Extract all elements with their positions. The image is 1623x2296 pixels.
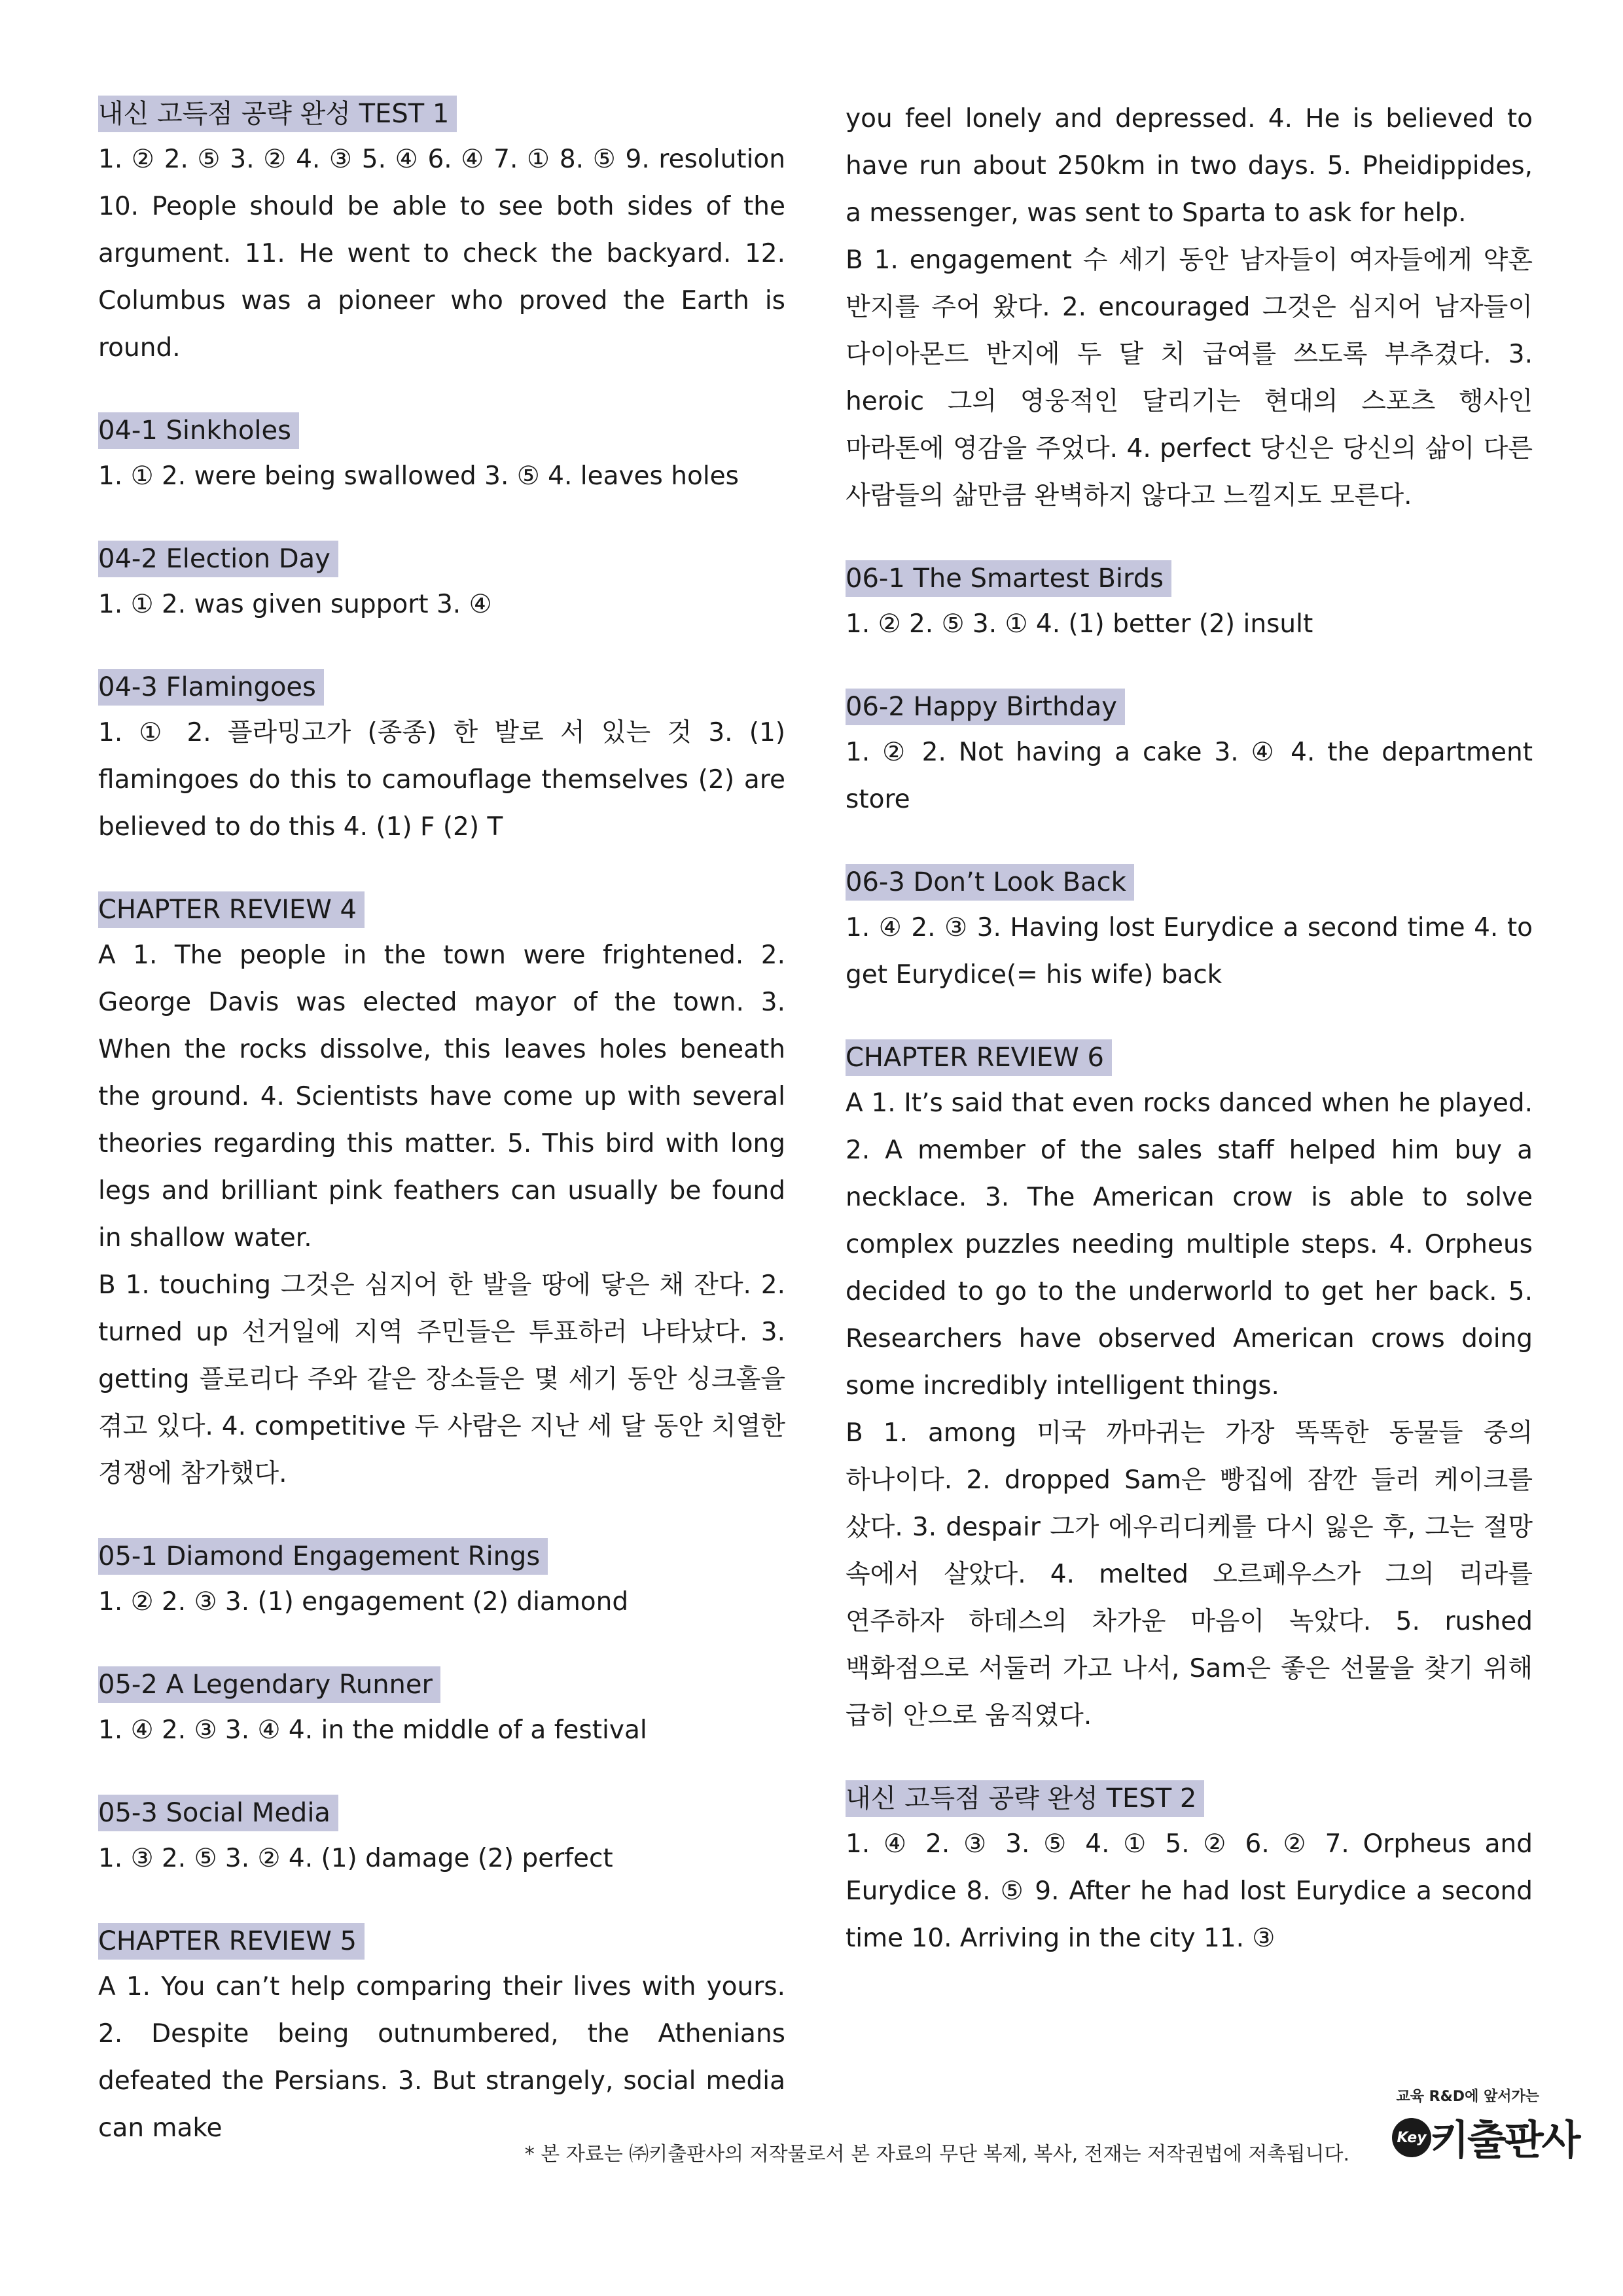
answer-text: B 1. engagement 수 세기 동안 남자들이 여자들에게 약혼 반지를 주어 왔다. 2. encouraged 그것은 심지어 남자들이 다이아몬드 반지에 두 달 치 급여를 쓰도록 부추겼다. 3. heroic 그의 영웅적인 달리기는 현대의 스포츠 행사인 마라톤에 영감을 주었다. 4. perfect 당신은 당신의 삶이 다른 사람들의 삶만큼 완벽하지 않다고 느낄지도 모른다. — [846, 245, 1533, 511]
answer-section — [98, 1666, 785, 1754]
section-heading: 04-2 Election Day — [98, 541, 338, 577]
section-heading: 06-2 Happy Birthday — [846, 689, 1125, 725]
section-heading: 06-3 Don’t Look Back — [846, 864, 1134, 901]
answer-text: 1. ② 2. Not having a cake 3. ④ 4. the department store — [846, 738, 1533, 814]
section-heading: 05-1 Diamond Engagement Rings — [98, 1538, 548, 1575]
answer-text: 1. ② 2. ③ 3. (1) engagement (2) diamond — [98, 1587, 629, 1617]
answer-text: A 1. It’s said that even rocks danced when he played. 2. A member of the sales staff helped him buy a necklace. 3. The American crow is able to solve complex puzzles needing multiple steps. 4. Orpheus decided to go to the underworld to get her back. 5. Researchers have observed American crows doing some incredibly intelligent things. — [846, 1088, 1533, 1401]
answer-section — [98, 669, 785, 851]
answer-section — [846, 1039, 1533, 1740]
answer-section — [98, 541, 785, 628]
footer — [0, 2085, 1623, 2170]
answer-section — [846, 864, 1533, 999]
section-heading: 내신 고득점 공략 완성 TEST 2 — [846, 1780, 1204, 1817]
answer-section — [846, 1780, 1533, 1962]
answer-section — [846, 560, 1533, 648]
answer-text: you feel lonely and depressed. 4. He is believed to have run about 250km in two days. 5. Pheidippides, a messenger, was sent to Sparta to ask for help. — [846, 104, 1533, 228]
logo-name: 키출판사 — [1430, 2116, 1579, 2164]
answer-section — [98, 891, 785, 1498]
copyright-notice: * 본 자료는 ㈜키출판사의 저작물로서 본 자료의 무단 복제, 복사, 전재는 저작권법에 저촉됩니다. — [524, 2143, 1349, 2166]
answer-text: 1. ④ 2. ③ 3. ④ 4. in the middle of a festival — [98, 1715, 647, 1745]
answer-section — [98, 96, 785, 372]
answer-section — [98, 412, 785, 500]
section-heading: 04-1 Sinkholes — [98, 412, 299, 449]
section-heading: CHAPTER REVIEW 6 — [846, 1039, 1112, 1076]
section-heading: CHAPTER REVIEW 4 — [98, 891, 365, 928]
logo-tagline: 교육 R&D에 앞서가는 — [1396, 2089, 1539, 2105]
answer-text: 1. ① 2. was given support 3. ④ — [98, 590, 492, 619]
answer-text: 1. ① 2. were being swallowed 3. ⑤ 4. leaves holes — [98, 461, 739, 491]
answer-section — [98, 1538, 785, 1626]
answer-text: A 1. You can’t help comparing their lives with yours. 2. Despite being outnumbered, the Athenians defeated the Persians. 3. But strangely, social media can make — [98, 1972, 785, 2143]
section-heading: 05-3 Social Media — [98, 1795, 338, 1831]
section-heading: 06-1 The Smartest Birds — [846, 560, 1171, 597]
answer-section — [846, 689, 1533, 823]
answer-text: B 1. among 미국 까마귀는 가장 똑똑한 동물들 중의 하나이다. 2. dropped Sam은 빵집에 잠깐 들러 케이크를 샀다. 3. despair 그가 에우리디케를 다시 잃은 후, 그는 절망 속에서 살았다. 4. melted 오르페우스가 그의 리라를 연주하자 하데스의 차가운 마음이 녹았다. 5. rushed 백화점으로 서둘러 가고 나서, Sam은 좋은 선물을 찾기 위해 급히 안으로 움직였다. — [846, 1418, 1533, 1731]
answer-section — [846, 96, 1533, 520]
publisher-logo — [1379, 2085, 1579, 2164]
answer-text: A 1. The people in the town were frightened. 2. George Davis was elected mayor of the town. 3. When the rocks dissolve, this leaves holes beneath the ground. 4. Scientists have come up with several theories regarding this matter. 5. This bird with long legs and brilliant pink feathers can usually be found in shallow water. — [98, 941, 785, 1253]
left-column — [98, 96, 785, 2193]
section-heading: 내신 고득점 공략 완성 TEST 1 — [98, 96, 457, 132]
section-heading: 05-2 A Legendary Runner — [98, 1666, 440, 1703]
section-heading: CHAPTER REVIEW 5 — [98, 1923, 365, 1960]
answer-text: 1. ④ 2. ③ 3. Having lost Eurydice a second time 4. to get Eurydice(= his wife) back — [846, 913, 1533, 990]
right-column — [846, 96, 1533, 2003]
section-heading: 04-3 Flamingoes — [98, 669, 324, 706]
answer-text: 1. ④ 2. ③ 3. ⑤ 4. ① 5. ② 6. ② 7. Orpheus and Eurydice 8. ⑤ 9. After he had lost Eurydice a second time 10. Arriving in the city 11. ③ — [846, 1829, 1533, 1953]
answer-section — [98, 1795, 785, 1882]
answer-text: 1. ① 2. 플라밍고가 (종종) 한 발로 서 있는 것 3. (1) flamingoes do this to camouflage themselves (2) are believed to do this 4. (1) F (2) T — [98, 718, 785, 842]
answer-text: 1. ③ 2. ⑤ 3. ② 4. (1) damage (2) perfect — [98, 1844, 613, 1873]
answer-text: 1. ② 2. ⑤ 3. ② 4. ③ 5. ④ 6. ④ 7. ① 8. ⑤ 9. resolution 10. People should be able to see both sides of the argument. 11. He went to check the backyard. 12. Columbus was a pioneer who proved the Earth is round. — [98, 145, 785, 363]
answer-text: 1. ② 2. ⑤ 3. ① 4. (1) better (2) insult — [846, 609, 1313, 639]
key-logo-icon: Key — [1392, 2118, 1431, 2157]
answer-text: B 1. touching 그것은 심지어 한 발을 땅에 닿은 채 잔다. 2. turned up 선거일에 지역 주민들은 투표하러 나타났다. 3. getting 플로리다 주와 같은 장소들은 몇 세기 동안 싱크홀을 겪고 있다. 4. competitive 두 사람은 지난 세 달 동안 치열한 경쟁에 참가했다. — [98, 1270, 785, 1488]
